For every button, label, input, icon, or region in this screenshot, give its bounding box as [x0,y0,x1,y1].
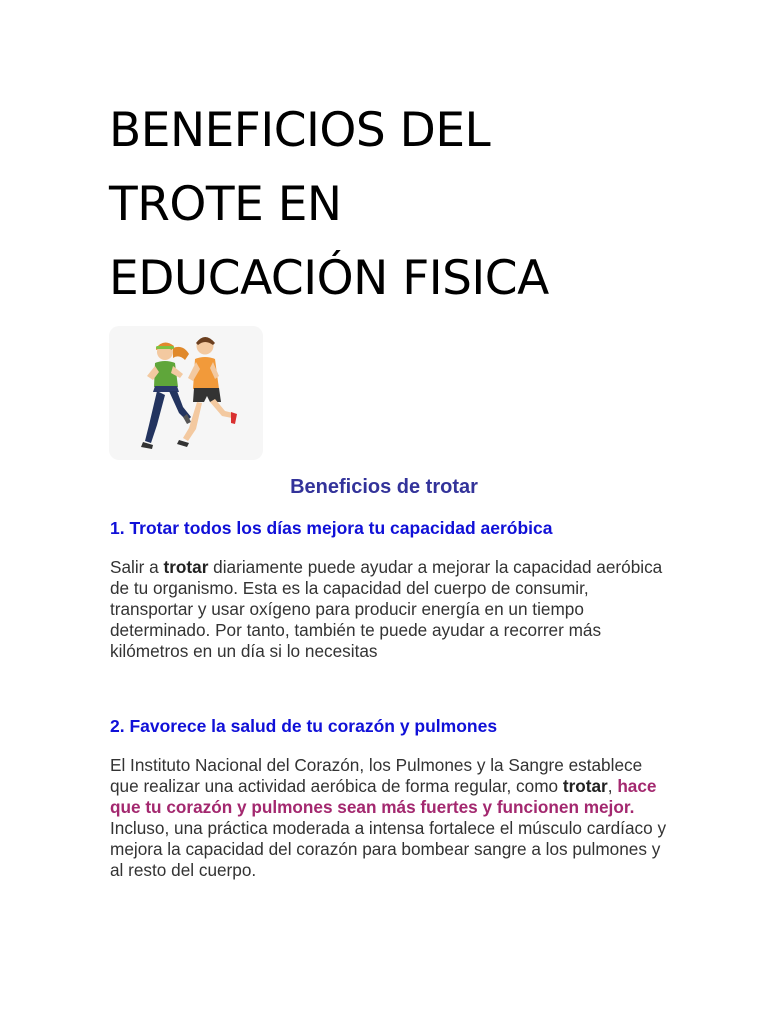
benefit-1-heading: 1. Trotar todos los días mejora tu capacidad aeróbica [110,518,553,538]
benefit-1-bold: trotar [163,557,209,577]
title-line: EDUCACIÓN FISICA [109,251,549,306]
benefit-1-text-start: Salir a [110,557,164,577]
benefit-2-text-start: El Instituto Nacional del Corazón, los Pulmones y la Sangre establece que realizar una actividad aeróbica de forma regular, como [110,755,643,796]
joggers-illustration [109,326,263,460]
benefit-2-paragraph [110,755,670,881]
benefit-2-text-rest: Incluso, una práctica moderada a intensa fortalece el músculo cardíaco y mejora la capacidad del corazón para bombear sangre a los pulmones y al resto del cuerpo. [110,818,667,880]
benefit-2-comma: , [607,776,618,796]
title-line: TROTE EN [109,177,342,232]
benefit-2-highlight: hace que tu corazón y pulmones sean más fuertes y funcionen mejor. [110,776,657,817]
benefit-2-bold: trotar [562,776,608,796]
benefit-1-text-rest: diariamente puede ayudar a mejorar la capacidad aeróbica de tu organismo. Esta es la capacidad del cuerpo de consumir, transportar y usar oxígeno para producir energía en un tiempo determinado. Por tanto, también te puede ayudar a recorrer más kilómetros en un día si lo necesitas [110,557,663,661]
benefit-2-heading: 2. Favorece la salud de tu corazón y pulmones [110,716,498,736]
title-line: BENEFICIOS DEL [109,103,491,158]
document-title [109,94,669,316]
joggers-icon [109,326,263,460]
section-title: Beneficios de trotar [290,476,478,498]
woman-runner-figure [141,342,191,449]
benefit-1-paragraph [110,557,670,662]
